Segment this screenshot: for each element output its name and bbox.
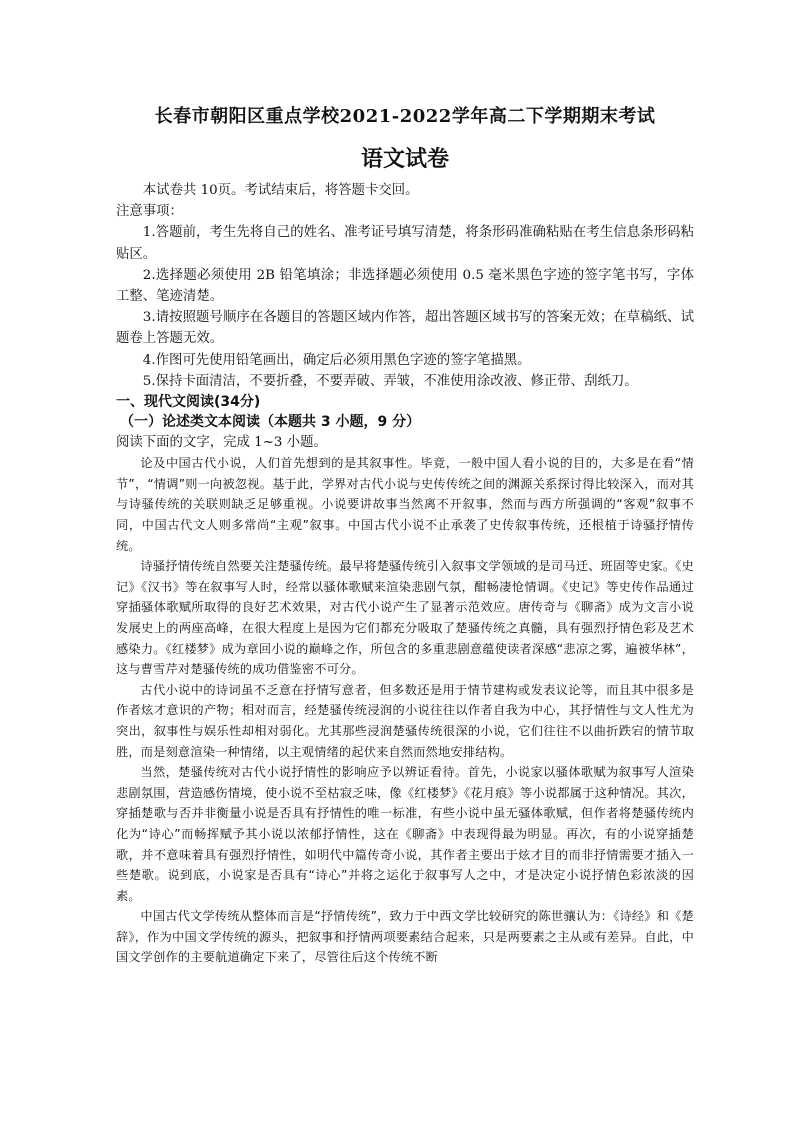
- section-heading: 一、现代文阅读(34分): [116, 394, 261, 411]
- exam-title: 长春市朝阳区重点学校2021-2022学年高二下学期期末考试: [154, 106, 656, 127]
- subsection-heading: （一）论述类文本阅读（本题共 3 小题，9 分）: [120, 414, 421, 431]
- notice-item: 1.答题前，考生先将自己的姓名、准考证号填写清楚，将条形码准确粘贴在考生信息条形码粘贴区。: [116, 225, 694, 262]
- exam-intro: 本试卷共 10页。考试结束后，将答题卡交回。: [142, 183, 419, 198]
- passage-paragraph: 当然，楚骚传统对古代小说抒情性的影响应予以辨证看待。首先，小说家以骚体歌赋为叙事写人渲染悲剧氛围，营造感伤情境，使小说不至枯寂乏味，像《红楼梦》《花月痕》等小说都属于这种情况。其次，穿插楚歌与否并非衡量小说是否具有抒情性的唯一标准，有些小说中虽无骚体歌赋，但作者将楚骚传统内化为“诗心”而畅挥赋予其小说以浓郁抒情性，这在《聊斋》中表现得最为明显。再次，有的小说穿插楚歌，并不意味着具有强烈抒情性，如明代中篇传奇小说，其作者主要出于炫才目的而非抒情需要才插入一些楚歌。说到底，小说家是否具有“诗心”并将之运化于叙事写人之中，才是决定小说抒情色彩浓淡的因素。: [116, 765, 694, 903]
- notice-item: 2.选择题必须使用 2B 铅笔填涂；非选择题必须使用 0.5 毫米黑色字迹的签字笔书写，字体工整、笔迹清楚。: [116, 267, 694, 305]
- notice-item: 5.保持卡面清洁，不要折叠，不要弄破、弄皱，不准使用涂改液、修正带、刮纸刀。: [142, 373, 638, 389]
- exam-subtitle: 语文试卷: [360, 146, 449, 172]
- passage-paragraph: 论及中国古代小说，人们首先想到的是其叙事性。毕竟，一般中国人看小说的目的，大多是在看“情节”，“情调”则一向被忽视。基于此，学界对古代小说与史传传统之间的渊源关系探讨得比较深入，而对其与诗骚传统的关联则缺乏足够重视。小说要讲故事当然离不开叙事，然而与西方所强调的“客观”叙事不同，中国古代文人则多常尚“主观”叙事。中国古代小说不止承袭了史传叙事传统，还根植于诗骚抒情传统。: [116, 456, 694, 553]
- reading-instruction: 阅读下面的文字，完成 1~3 小题。: [116, 435, 327, 451]
- passage-paragraph: 诗骚抒情传统自然要关注楚骚传统。最早将楚骚传统引入叙事文学领域的是司马迁、班固等史家。《史记》《汉书》等在叙事写人时，经常以骚体歌赋来渲染悲剧气氛，酣畅凄怆情调。《史记》等史传作品通过穿插骚体歌赋所取得的良好艺术效果，对古代小说产生了显著示范效应。唐传奇与《聊斋》成为文言小说发展史上的两座高峰，在很大程度上是因为它们都充分吸取了楚骚传统之真髓，具有强烈抒情色彩及艺术感染力。《红楼梦》成为章回小说的巅峰之作，所包含的多重悲剧意蕴使读者深感“悲凉之雾，遍被华林”，这与曹雪芹对楚骚传统的成功借鉴密不可分。: [116, 559, 694, 677]
- passage-paragraph: 古代小说中的诗词虽不乏意在抒情写意者，但多数还是用于情节建构或发表议论等，而且其中很多是作者炫才意识的产物；相对而言，经楚骚传统浸润的小说往往以作者自我为中心，其抒情性与文人性尤为突出，叙事性与娱乐性却相对弱化。尤其那些浸润楚骚传统很深的小说，它们往往不以曲折跌宕的情节取胜，而是刻意渲染一种情绪，以主观情绪的起伏来自然而然地安排结构。: [116, 682, 694, 759]
- notice-item: 3.请按照题号顺序在各题目的答题区域内作答，超出答题区域书写的答案无效；在草稿纸、试题卷上答题无效。: [116, 310, 694, 347]
- notice-heading: 注意事项：: [116, 204, 183, 220]
- notice-item: 4.作图可先使用铅笔画出，确定后必须用黑色字迹的签字笔描黑。: [142, 352, 531, 368]
- passage-paragraph: 中国古代文学传统从整体而言是“抒情传统”，致力于中西文学比较研究的陈世骧认为：《诗经》和《楚辞》，作为中国文学传统的源头，把叙事和抒情两项要素结合起来，只是两要素之主从或有差异。自此，中国文学创作的主要航道确定下来了，尽管往后这个传统不断: [116, 909, 694, 965]
